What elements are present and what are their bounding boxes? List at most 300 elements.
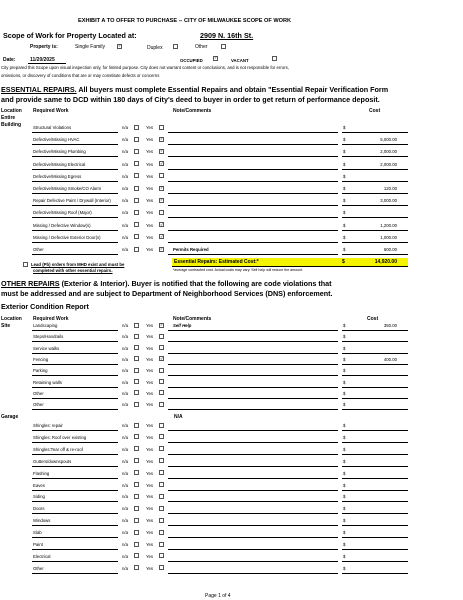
na-label: n/a bbox=[122, 470, 128, 476]
na-checkbox[interactable] bbox=[134, 173, 139, 178]
page-number: Page 1 of 4 bbox=[205, 593, 231, 599]
na-checkbox[interactable] bbox=[134, 553, 139, 558]
yes-checkbox[interactable] bbox=[159, 565, 164, 570]
row-underline bbox=[32, 478, 118, 479]
required-work-label: Missing / Defective Exterior Door(s) bbox=[33, 234, 101, 240]
na-checkbox[interactable] bbox=[134, 434, 139, 439]
yes-checkbox[interactable] bbox=[159, 506, 164, 511]
other-col-location: Location bbox=[1, 316, 22, 322]
cost-underline bbox=[342, 364, 408, 365]
na-label: n/a bbox=[122, 234, 128, 240]
na-checkbox[interactable] bbox=[134, 446, 139, 451]
yes-label: Yes bbox=[146, 470, 154, 476]
na-checkbox[interactable] bbox=[134, 518, 139, 523]
yes-label: Yes bbox=[146, 530, 154, 536]
cost-dollar: $ bbox=[343, 542, 346, 547]
na-label: n/a bbox=[122, 423, 128, 428]
cost-underline bbox=[342, 205, 408, 206]
required-work-label: Other bbox=[33, 402, 44, 408]
yes-checkbox[interactable] bbox=[159, 458, 164, 463]
lead-checkbox[interactable] bbox=[23, 262, 28, 267]
na-checkbox[interactable] bbox=[134, 402, 139, 407]
required-work-label: Defective/Missing Electrical bbox=[33, 161, 86, 167]
na-checkbox[interactable] bbox=[134, 334, 139, 339]
yes-checkbox[interactable] bbox=[159, 149, 164, 154]
yes-label: Yes bbox=[146, 198, 154, 204]
row-underline bbox=[32, 254, 118, 255]
notes-underline bbox=[168, 537, 338, 538]
row-underline bbox=[32, 561, 118, 562]
yes-label: Yes bbox=[146, 423, 154, 428]
yes-label: Yes bbox=[146, 379, 154, 385]
disclaimer-line-1: City prepared this Scope upon visual inspection only, for limited purpose. City does not warrant content or conclusions, and is not responsible for errors, bbox=[1, 65, 289, 70]
total-dollar: $ bbox=[342, 259, 345, 265]
na-label: n/a bbox=[122, 482, 128, 488]
notes-underline bbox=[168, 561, 338, 562]
cost-dollar: $ bbox=[343, 125, 346, 130]
required-work-label: Electrical bbox=[33, 553, 51, 559]
cost-dollar: $ bbox=[343, 390, 346, 396]
yes-checkbox[interactable] bbox=[159, 137, 164, 142]
yes-checkbox[interactable] bbox=[159, 379, 164, 384]
notes-underline bbox=[168, 353, 338, 354]
cost-underline bbox=[342, 242, 408, 243]
na-checkbox[interactable] bbox=[134, 356, 139, 361]
vacant-label: VACANT bbox=[231, 58, 249, 63]
cost-underline bbox=[342, 490, 408, 491]
na-checkbox[interactable] bbox=[134, 345, 139, 350]
na-checkbox[interactable] bbox=[134, 234, 139, 239]
notes-underline bbox=[168, 442, 338, 443]
cost-dollar: $ bbox=[343, 368, 346, 374]
required-work-label: Windows bbox=[33, 518, 51, 524]
notes-underline bbox=[168, 169, 338, 170]
property-is-label: Property is: bbox=[30, 44, 58, 50]
yes-checkbox[interactable] bbox=[159, 482, 164, 487]
site-label: Site bbox=[1, 323, 11, 329]
na-label: n/a bbox=[122, 379, 128, 385]
required-work-label: Gutters/downspouts bbox=[33, 458, 72, 464]
cost-dollar: $ bbox=[343, 553, 346, 559]
cost-dollar: $ bbox=[343, 198, 346, 204]
other-col-required: Required Work bbox=[33, 316, 69, 322]
row-underline bbox=[32, 144, 118, 145]
essential-col-required: Required Work bbox=[33, 108, 69, 114]
na-checkbox[interactable] bbox=[134, 470, 139, 475]
cost-dollar: $ bbox=[343, 210, 346, 216]
yes-checkbox[interactable] bbox=[159, 125, 164, 130]
cost-underline bbox=[342, 387, 408, 388]
notes-underline bbox=[168, 144, 338, 145]
required-work-label: Defective/Missing Plumbing bbox=[33, 149, 86, 155]
other-heading-line-2: must be addressed and are subject to Department of Neighborhood Services (DNS) enforcement. bbox=[1, 289, 333, 298]
na-label: n/a bbox=[122, 518, 128, 524]
row-underline bbox=[32, 330, 118, 331]
total-label: Essential Repairs: Estimated Cost:* bbox=[174, 259, 259, 265]
required-work-label: Shingles: repair bbox=[33, 423, 63, 428]
total-footnote: *average contracted cost. Actual costs may vary. Self help will reduce the amount. bbox=[173, 268, 304, 272]
yes-label: Yes bbox=[146, 542, 154, 547]
yes-checkbox[interactable] bbox=[159, 323, 164, 328]
cost-underline bbox=[342, 169, 408, 170]
na-label: n/a bbox=[122, 390, 128, 396]
cost-dollar: $ bbox=[343, 402, 346, 408]
yes-checkbox[interactable] bbox=[159, 434, 164, 439]
na-label: n/a bbox=[122, 210, 128, 216]
notes-underline bbox=[168, 242, 338, 243]
yes-label: Yes bbox=[146, 368, 154, 374]
cost-value: 2,000.00 bbox=[380, 161, 397, 167]
cost-value: 350.00 bbox=[383, 323, 397, 328]
required-work-label: Shingles:Tear off & re-roof bbox=[33, 446, 83, 452]
notes-underline bbox=[168, 490, 338, 491]
cost-underline bbox=[342, 454, 408, 455]
yes-checkbox[interactable] bbox=[159, 542, 164, 547]
occupied-checkbox[interactable] bbox=[213, 56, 218, 61]
yes-checkbox[interactable] bbox=[159, 334, 164, 339]
na-label: n/a bbox=[122, 542, 128, 547]
required-work-label: Service walks bbox=[33, 345, 60, 351]
na-checkbox[interactable] bbox=[134, 506, 139, 511]
na-checkbox[interactable] bbox=[134, 137, 139, 142]
na-label: n/a bbox=[122, 161, 128, 167]
notes-underline bbox=[168, 549, 338, 550]
cost-value: 2,000.00 bbox=[380, 149, 397, 155]
cost-dollar: $ bbox=[343, 247, 346, 252]
row-underline bbox=[32, 442, 118, 443]
na-checkbox[interactable] bbox=[134, 542, 139, 547]
cost-value: 600.00 bbox=[383, 247, 397, 252]
yes-checkbox[interactable] bbox=[159, 423, 164, 428]
na-checkbox[interactable] bbox=[134, 368, 139, 373]
date-label: Date: bbox=[3, 57, 16, 63]
na-label: n/a bbox=[122, 506, 128, 512]
cost-underline bbox=[342, 230, 408, 231]
na-label: n/a bbox=[122, 125, 128, 130]
essential-col-notes: Note/Comments bbox=[173, 108, 212, 114]
essential-location-building: Building bbox=[1, 122, 21, 128]
na-checkbox[interactable] bbox=[134, 565, 139, 570]
cost-dollar: $ bbox=[343, 423, 346, 428]
cost-underline bbox=[342, 525, 408, 526]
single-family-label: Single Family bbox=[75, 44, 106, 50]
essential-heading-line-1: ESSENTIAL REPAIRS. All buyers must complete Essential Repairs and obtain "Essential Repair Verification Form bbox=[1, 85, 389, 94]
notes-underline bbox=[168, 398, 338, 399]
other-property-checkbox[interactable] bbox=[221, 44, 226, 49]
notes-underline bbox=[168, 513, 338, 514]
na-label: n/a bbox=[122, 434, 128, 440]
yes-label: Yes bbox=[146, 356, 154, 362]
na-checkbox[interactable] bbox=[134, 390, 139, 395]
row-underline bbox=[32, 156, 118, 157]
notes-underline bbox=[168, 525, 338, 526]
yes-checkbox[interactable] bbox=[159, 518, 164, 523]
notes-underline bbox=[168, 330, 338, 331]
yes-label: Yes bbox=[146, 125, 154, 130]
na-checkbox[interactable] bbox=[134, 222, 139, 227]
yes-label: Yes bbox=[146, 553, 154, 559]
cost-value: 3,000.00 bbox=[380, 198, 397, 204]
yes-label: Yes bbox=[146, 494, 154, 500]
na-checkbox[interactable] bbox=[134, 247, 139, 252]
na-label: n/a bbox=[122, 565, 128, 571]
yes-label: Yes bbox=[146, 323, 154, 328]
yes-checkbox[interactable] bbox=[159, 356, 164, 361]
yes-checkbox[interactable] bbox=[159, 186, 164, 191]
property-address: 2909 N. 16th St. bbox=[200, 31, 254, 40]
row-underline bbox=[32, 430, 118, 431]
required-work-label: Other bbox=[33, 247, 44, 252]
na-checkbox[interactable] bbox=[134, 482, 139, 487]
na-label: n/a bbox=[122, 186, 128, 191]
required-work-label: Defective/Missing Roof (Major) bbox=[33, 210, 92, 216]
notes-underline bbox=[168, 501, 338, 502]
notes-underline bbox=[168, 217, 338, 218]
cost-dollar: $ bbox=[343, 446, 346, 452]
row-underline bbox=[32, 490, 118, 491]
yes-checkbox[interactable] bbox=[159, 161, 164, 166]
na-checkbox[interactable] bbox=[134, 149, 139, 154]
scope-label: Scope of Work for Property Located at: bbox=[3, 31, 137, 40]
row-underline bbox=[32, 573, 118, 574]
na-checkbox[interactable] bbox=[134, 323, 139, 328]
cost-dollar: $ bbox=[343, 518, 346, 524]
cost-underline bbox=[342, 132, 408, 133]
cost-underline bbox=[342, 156, 408, 157]
yes-label: Yes bbox=[146, 137, 154, 143]
row-underline bbox=[32, 353, 118, 354]
cost-underline bbox=[342, 561, 408, 562]
notes-underline bbox=[168, 254, 338, 255]
yes-label: Yes bbox=[146, 345, 154, 351]
required-work-label: Slab bbox=[33, 530, 42, 536]
vacant-checkbox[interactable] bbox=[272, 56, 277, 61]
cost-underline bbox=[342, 478, 408, 479]
yes-checkbox[interactable] bbox=[159, 470, 164, 475]
yes-checkbox[interactable] bbox=[159, 494, 164, 499]
cost-underline bbox=[342, 341, 408, 342]
row-underline bbox=[32, 537, 118, 538]
yes-label: Yes bbox=[146, 234, 154, 240]
cost-underline bbox=[342, 573, 408, 574]
yes-checkbox[interactable] bbox=[159, 234, 164, 239]
total-value: 14,920.00 bbox=[374, 259, 397, 265]
cost-dollar: $ bbox=[343, 222, 346, 228]
notes-underline bbox=[168, 478, 338, 479]
yes-checkbox[interactable] bbox=[159, 247, 164, 252]
garage-label: Garage bbox=[1, 414, 19, 420]
yes-checkbox[interactable] bbox=[159, 402, 164, 407]
other-heading-line-1: OTHER REPAIRS (Exterior & Interior). Buyer is notified that the following are code violations that bbox=[1, 279, 332, 288]
yes-checkbox[interactable] bbox=[159, 210, 164, 215]
cost-underline bbox=[342, 330, 408, 331]
na-label: n/a bbox=[122, 446, 128, 452]
cost-underline bbox=[342, 501, 408, 502]
na-label: n/a bbox=[122, 173, 128, 179]
yes-checkbox[interactable] bbox=[159, 553, 164, 558]
cost-underline bbox=[342, 398, 408, 399]
na-label: n/a bbox=[122, 222, 128, 228]
notes-underline bbox=[168, 230, 338, 231]
exterior-title: Exterior Condition Report bbox=[1, 302, 89, 311]
yes-label: Yes bbox=[146, 222, 154, 228]
essential-col-cost: Cost bbox=[369, 108, 381, 114]
cost-dollar: $ bbox=[343, 530, 346, 536]
row-underline bbox=[32, 364, 118, 365]
row-underline bbox=[32, 454, 118, 455]
cost-dollar: $ bbox=[343, 345, 346, 351]
yes-checkbox[interactable] bbox=[159, 446, 164, 451]
cost-underline bbox=[342, 537, 408, 538]
yes-checkbox[interactable] bbox=[159, 530, 164, 535]
cost-dollar: $ bbox=[343, 458, 346, 464]
na-checkbox[interactable] bbox=[134, 458, 139, 463]
row-underline bbox=[32, 409, 118, 410]
required-work-label: Repair Defective Paint / Drywall (Interior) bbox=[33, 198, 111, 204]
notes-underline bbox=[168, 132, 338, 133]
cost-dollar: $ bbox=[343, 234, 346, 240]
na-checkbox[interactable] bbox=[134, 494, 139, 499]
required-work-label: Parking bbox=[33, 368, 48, 374]
notes-underline bbox=[168, 573, 338, 574]
single-family-checkbox[interactable] bbox=[117, 44, 122, 49]
na-checkbox[interactable] bbox=[134, 161, 139, 166]
notes-underline bbox=[168, 375, 338, 376]
cost-underline bbox=[342, 217, 408, 218]
na-label: n/a bbox=[122, 494, 128, 500]
cost-value: 400.00 bbox=[383, 356, 397, 362]
na-label: n/a bbox=[122, 149, 128, 155]
required-work-label: Other bbox=[33, 565, 44, 571]
required-work-label: Flashing bbox=[33, 470, 50, 476]
yes-label: Yes bbox=[146, 334, 154, 340]
notes-underline bbox=[168, 409, 338, 410]
date-value: 11/20/2025 bbox=[30, 57, 55, 63]
cost-underline bbox=[342, 430, 408, 431]
cost-dollar: $ bbox=[343, 482, 346, 488]
cost-underline bbox=[342, 409, 408, 410]
na-label: n/a bbox=[122, 458, 128, 464]
required-work-label: Shingles: Roof over existing bbox=[33, 434, 87, 440]
yes-label: Yes bbox=[146, 402, 154, 408]
cost-dollar: $ bbox=[343, 356, 346, 362]
yes-label: Yes bbox=[146, 149, 154, 155]
cost-dollar: $ bbox=[343, 173, 346, 179]
yes-label: Yes bbox=[146, 390, 154, 396]
na-checkbox[interactable] bbox=[134, 530, 139, 535]
cost-dollar: $ bbox=[343, 149, 346, 155]
row-underline bbox=[32, 217, 118, 218]
row-underline bbox=[32, 398, 118, 399]
cost-underline bbox=[342, 375, 408, 376]
yes-checkbox[interactable] bbox=[159, 198, 164, 203]
na-label: n/a bbox=[122, 334, 128, 340]
cost-underline bbox=[342, 353, 408, 354]
yes-checkbox[interactable] bbox=[159, 345, 164, 350]
required-work-label: Missing / Defective Window(s) bbox=[33, 222, 91, 228]
yes-label: Yes bbox=[146, 565, 154, 571]
required-work-label: Defective/Missing Smoke/CO Alarm bbox=[33, 186, 102, 191]
other-property-label: Other bbox=[195, 44, 208, 50]
cost-value: 1,200.00 bbox=[380, 222, 397, 228]
duplex-checkbox[interactable] bbox=[173, 44, 178, 49]
required-work-label: Retaining walls bbox=[33, 379, 62, 385]
yes-checkbox[interactable] bbox=[159, 222, 164, 227]
essential-heading-line-2: and provide same to DCD within 180 days of City's deed to buyer in order to get return of performance deposit. bbox=[1, 95, 380, 104]
row-underline bbox=[32, 169, 118, 170]
cost-dollar: $ bbox=[343, 186, 346, 191]
cost-value: 120.00 bbox=[383, 186, 397, 191]
cost-dollar: $ bbox=[343, 434, 346, 440]
yes-checkbox[interactable] bbox=[159, 368, 164, 373]
row-underline bbox=[32, 549, 118, 550]
cost-dollar: $ bbox=[343, 565, 346, 571]
cost-dollar: $ bbox=[343, 334, 346, 340]
cost-dollar: $ bbox=[343, 161, 346, 167]
yes-checkbox[interactable] bbox=[159, 173, 164, 178]
required-work-label: Other bbox=[33, 390, 44, 396]
na-label: n/a bbox=[122, 137, 128, 143]
na-checkbox[interactable] bbox=[134, 198, 139, 203]
na-checkbox[interactable] bbox=[134, 125, 139, 130]
na-label: n/a bbox=[122, 368, 128, 374]
yes-checkbox[interactable] bbox=[159, 390, 164, 395]
note-text: Permits Required bbox=[173, 247, 209, 252]
na-checkbox[interactable] bbox=[134, 379, 139, 384]
row-underline bbox=[32, 181, 118, 182]
na-checkbox[interactable] bbox=[134, 210, 139, 215]
na-checkbox[interactable] bbox=[134, 423, 139, 428]
cost-value: 1,000.00 bbox=[380, 234, 397, 240]
na-checkbox[interactable] bbox=[134, 186, 139, 191]
required-work-label: Paint bbox=[33, 542, 43, 547]
cost-underline bbox=[342, 513, 408, 514]
yes-label: Yes bbox=[146, 482, 154, 488]
cost-value: 5,000.00 bbox=[380, 137, 397, 143]
notes-underline bbox=[168, 454, 338, 455]
row-underline bbox=[32, 230, 118, 231]
required-work-label: Eaves bbox=[33, 482, 45, 488]
row-underline bbox=[32, 466, 118, 467]
notes-underline bbox=[168, 205, 338, 206]
row-underline bbox=[32, 242, 118, 243]
na-label: n/a bbox=[122, 553, 128, 559]
yes-label: Yes bbox=[146, 173, 154, 179]
row-underline bbox=[32, 513, 118, 514]
row-underline bbox=[32, 375, 118, 376]
row-underline bbox=[32, 132, 118, 133]
essential-col-location: Location bbox=[1, 108, 22, 114]
duplex-label: Duplex bbox=[147, 45, 163, 51]
row-underline bbox=[32, 525, 118, 526]
required-work-label: Doors bbox=[33, 506, 45, 512]
cost-dollar: $ bbox=[343, 137, 346, 143]
lead-line-2: completed with other essential repairs. bbox=[33, 268, 113, 273]
yes-label: Yes bbox=[146, 458, 154, 464]
garage-note: N/A bbox=[174, 414, 183, 420]
cost-dollar: $ bbox=[343, 494, 346, 500]
required-work-label: Defective/Missing HVAC bbox=[33, 137, 80, 143]
notes-underline bbox=[168, 430, 338, 431]
notes-underline bbox=[168, 466, 338, 467]
exhibit-title: EXHIBIT A TO OFFER TO PURCHASE -- CITY OF MILWAUKEE SCOPE OF WORK bbox=[78, 18, 292, 24]
cost-dollar: $ bbox=[343, 506, 346, 512]
occupied-label: OCCUPIED bbox=[180, 58, 203, 63]
cost-underline bbox=[342, 254, 408, 255]
yes-label: Yes bbox=[146, 186, 154, 191]
required-work-label: Defective/Missing Egress bbox=[33, 173, 82, 179]
cost-dollar: $ bbox=[343, 379, 346, 385]
